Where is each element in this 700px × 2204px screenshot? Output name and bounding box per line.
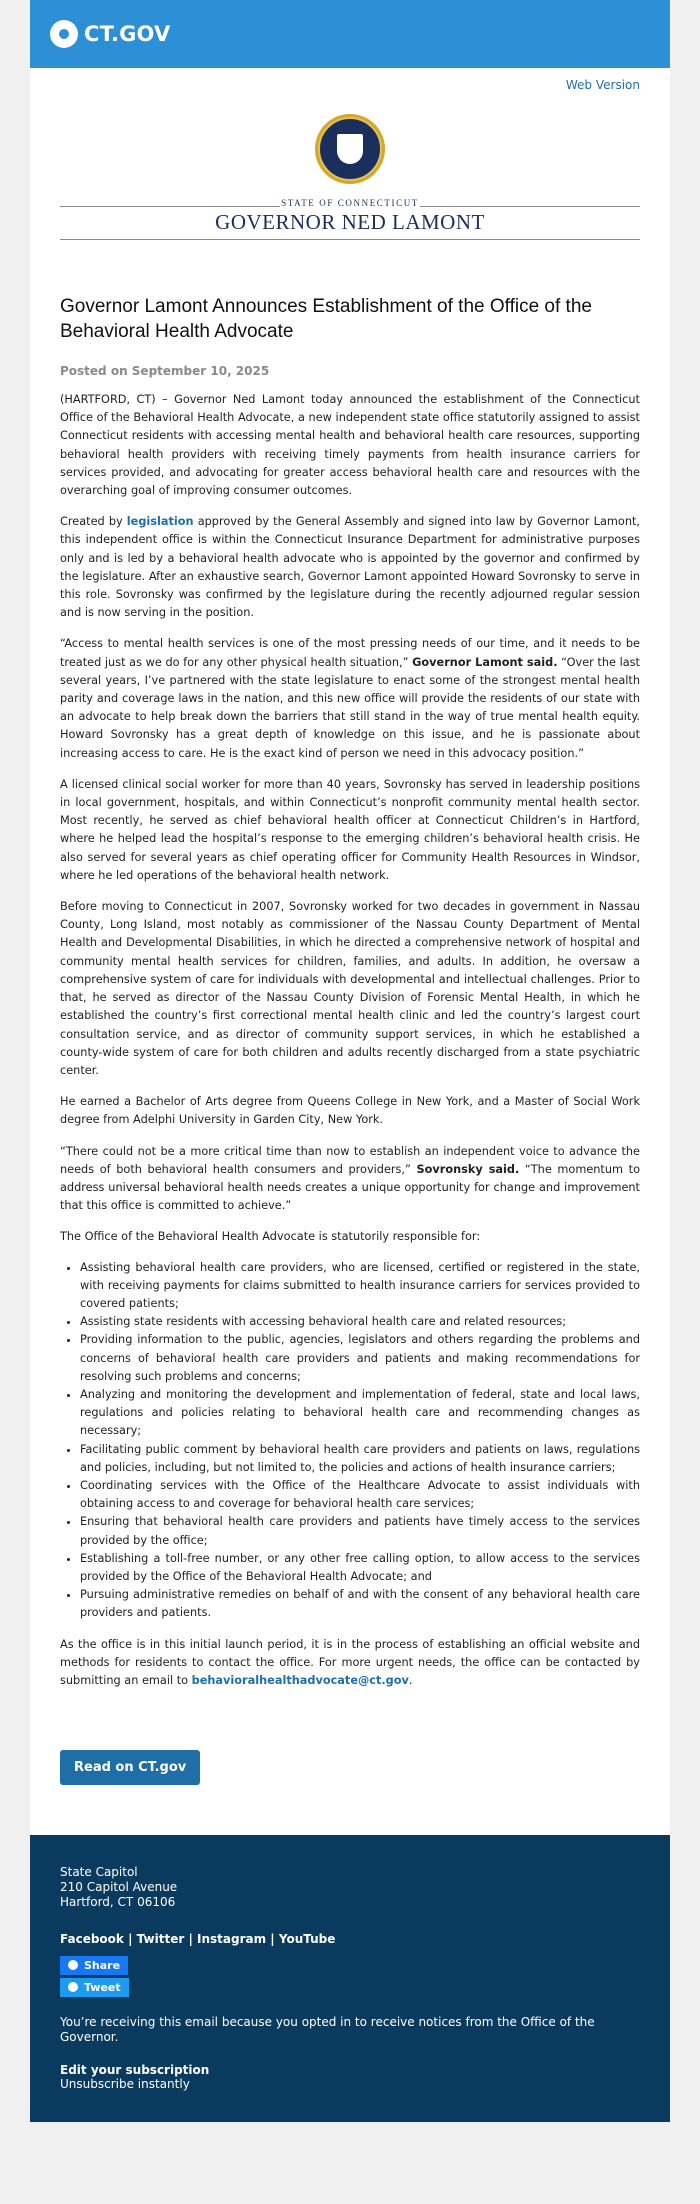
governor-masthead <box>60 198 640 240</box>
web-version-link[interactable]: Web Version <box>565 78 640 92</box>
paragraph-3: “Access to mental health services is one of the most pressing needs of our time, and it needs to be treated just as we do for any other physical health situation,” Governor Lamont said. “Over the last several years, I’ve partnered with the state legislature to enact some of the strongest mental health parity and coverage laws in the nation, and this new office will provide the residents of our state with an advocate to help break down the barriers that still stand in the way of true mental health equity. Howard Sovronsky has a great depth of knowledge on this issue, and he is passionate about increasing access to care. He is the exact kind of person we need in this advocacy position.” <box>60 637 640 760</box>
read-on-ctgov-button[interactable]: Read on CT.gov <box>60 1750 200 1785</box>
address: State Capitol 210 Capitol Avenue Hartford, CT 06106 <box>60 1865 178 1910</box>
twitter-link[interactable]: Twitter <box>136 1932 185 1947</box>
facebook-icon <box>68 1960 78 1970</box>
paragraph-5: Before moving to Connecticut in 2007, Sovronsky worked for two decades in government in Nassau County, Long Island, most notably as commissioner of the Nassau County Department of Mental Health and Developmental Disabilities, in which he directed a comprehensive network of hospital and community mental health services for children, families, and adults. In addition, he oversaw a comprehensive system of care for individuals with developmental and intellectual challenges. Prior to that, he served as director of the Nassau County Division of Forensic Mental Health, in which he established the country’s first correctional mental health clinic and led the country’s largest court consultation service, and as director of community support services, in which he established a county-wide system of care for both children and adults recently discharged from a state psychiatric center. <box>60 900 640 1077</box>
legislation-link[interactable]: legislation <box>126 515 194 529</box>
paragraph-6: He earned a Bachelor of Arts degree from Queens College in New York, and a Master of Social Work degree from Adelphi University in Garden City, New York. <box>60 1095 640 1127</box>
list-item: • Facilitating public comment by behavioral health care providers and patients on laws, regulations and policies, including, but not limited to, the policies and actions of health insurance carriers; <box>80 1441 640 1477</box>
twitter-bird-icon <box>68 1982 78 1992</box>
list-item: • Ensuring that behavioral health care providers and patients have timely access to the services provided by the office; <box>80 1513 640 1549</box>
ctgov-logo-icon[interactable] <box>50 20 78 48</box>
ctgov-header <box>30 0 670 68</box>
ctgov-logo-text[interactable]: CT.GOV <box>84 22 171 46</box>
paragraph-7: “There could not be a more critical time than now to establish an independent voice to advance the needs of both behavioral health consumers and providers,” Sovronsky said. “The momentum to address universal behavioral health needs creates a unique opportunity for change and improvement that this office is committed to achieve.” <box>60 1144 640 1213</box>
state-label: STATE OF CONNECTICUT <box>281 198 419 208</box>
responsibilities-list <box>60 1259 640 1623</box>
facebook-share-button[interactable]: Share <box>60 1956 128 1975</box>
list-item: • Coordinating services with the Office of the Healthcare Advocate to assist individuals with obtaining access to and coverage for behavioral health care services; <box>80 1477 640 1513</box>
list-item: • Assisting behavioral health care providers, who are licensed, certified or registered in the state, with receiving payments for claims submitted to health insurance carriers for services provided to covered patients; <box>80 1259 640 1314</box>
article-title: Governor Lamont Announces Establishment of the Office of the Behavioral Health Advocate <box>60 296 592 342</box>
list-item: • Assisting state residents with accessing behavioral health care and related resources; <box>80 1313 640 1331</box>
tweet-button[interactable]: Tweet <box>60 1978 129 1997</box>
list-item: • Establishing a toll-free number, or any other free calling option, to allow access to the services provided by the Office of the Behavioral Health Advocate; and <box>80 1550 640 1586</box>
youtube-link[interactable]: YouTube <box>278 1932 336 1947</box>
seal-shield-icon <box>337 134 363 164</box>
list-item: • Pursuing administrative remedies on behalf of and with the consent of any behavioral health care providers and patients. <box>80 1586 640 1622</box>
instagram-link[interactable]: Instagram <box>197 1932 267 1947</box>
social-links: Facebook | Twitter | Instagram | YouTube <box>60 1932 336 1947</box>
footer <box>30 1835 670 2122</box>
paragraph-1: (HARTFORD, CT) – Governor Ned Lamont today announced the establishment of the Connecticut Office of the Behavioral Health Advocate, a new independent state office statutorily assigned to assist Connecticut residents with accessing mental health and behavioral health care resources, supporting behavioral health providers with receiving timely payments from health insurance carriers for services provided, and advocating for greater access behavioral health care and resources with the overarching goal of improving consumer outcomes. <box>60 393 640 498</box>
state-seal <box>60 114 640 184</box>
paragraph-8: The Office of the Behavioral Health Advocate is statutorily responsible for: <box>60 1230 481 1244</box>
paragraph-4: A licensed clinical social worker for more than 40 years, Sovronsky has served in leadership positions in local government, hospitals, and within Connecticut’s nonprofit community mental health sector. Most recently, he served as chief behavioral health officer at Connecticut Children’s in Hartford, where he helped lead the hospital’s response to the emerging children’s behavioral health crisis. He also served for several years as chief operating officer for Community Health Resources in Windsor, where he led operations of the behavioral health network. <box>60 777 640 882</box>
email-link[interactable]: behavioralhealthadvocate@ct.gov <box>191 1674 409 1687</box>
facebook-link[interactable]: Facebook <box>60 1932 124 1947</box>
paragraph-9: As the office is in this initial launch period, it is in the process of establishing an official website and methods for residents to contact the office. For more urgent needs, the office can be contacted by submitting an email to behavioralhealthadvocate@ct.gov. <box>60 1637 640 1687</box>
content-panel <box>30 68 670 1835</box>
governor-name: GOVERNOR NED LAMONT <box>215 210 485 234</box>
posted-date: Posted on September 10, 2025 <box>60 364 270 378</box>
paragraph-2: Created by legislation approved by the General Assembly and signed into law by Governor Lamont, this independent office is within the Connecticut Insurance Department for administrative purposes only and is led by a behavioral health advocate who is appointed by the governor and confirmed by the legislature. After an exhaustive search, Governor Lamont appointed Howard Sovronsky to serve in this role. Sovronsky was confirmed by the legislature during the recently adjourned regular session and is now serving in the position. <box>60 515 640 620</box>
email-container <box>30 0 670 2122</box>
subscription-notice: You’re receiving this email because you opted in to receive notices from the Office of the Governor. <box>60 2015 595 2045</box>
unsubscribe-link[interactable]: Unsubscribe instantly <box>60 2077 190 2092</box>
list-item: • Providing information to the public, agencies, legislators and others regarding the problems and concerns of behavioral health care providers and patients and making recommendations for resolving such problems and concerns; <box>80 1331 640 1386</box>
list-item: • Analyzing and monitoring the development and implementation of federal, state and local laws, regulations and policies relating to behavioral health care and recommending changes as necessary; <box>80 1386 640 1441</box>
edit-subscription-link[interactable]: Edit your subscription <box>60 2063 210 2078</box>
